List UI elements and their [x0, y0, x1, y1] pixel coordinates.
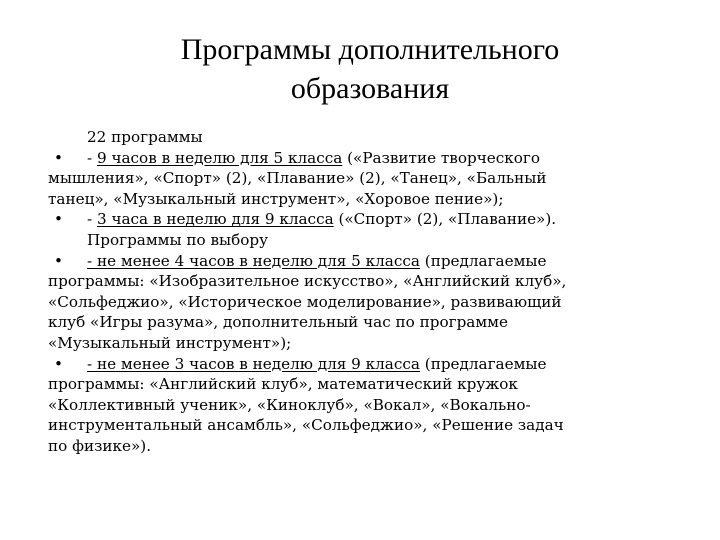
heading-elective-programs: Программы по выбору	[87, 230, 269, 249]
bullet-3-line-2: программы: «Изобразительное искусство», «Английский клуб»,	[48, 272, 567, 291]
bullet-3-line-3: «Сольфеджио», «Историческое моделирование», развивающий	[48, 292, 562, 311]
title-line-2: образования	[290, 72, 450, 105]
bullet-4-underlined: - не менее 3 часов в неделю для 9 класса	[87, 354, 420, 373]
bullet-1-line-2: мышления», «Спорт» (2), «Плавание» (2), «Танец», «Бальный	[48, 169, 547, 188]
bullet-icon: •	[54, 354, 63, 373]
bullet-4-line-4: инструментальный ансамбль», «Сольфеджио», «Решение задач	[48, 416, 564, 435]
bullet-3-line-5: «Музыкальный инструмент»);	[48, 333, 292, 352]
bullet-4-line-5: по физике»).	[48, 436, 152, 455]
heading-22-programs: 22 программы	[87, 128, 203, 146]
bullet-item-4	[48, 354, 668, 375]
bullet-2-rest: («Спорт» (2), «Плавание»).	[333, 210, 557, 229]
bullet-item-2	[48, 209, 668, 230]
bullet-4-rest: (предлагаемые	[419, 354, 547, 373]
bullet-2-underlined: 3 часа в неделю для 9 класса	[96, 210, 334, 229]
slide-title	[80, 30, 660, 108]
slide-body	[48, 127, 668, 457]
bullet-3-underlined: - не менее 4 часов в неделю для 5 класса	[87, 251, 420, 270]
bullet-icon: •	[54, 251, 63, 270]
bullet-icon: •	[54, 148, 63, 167]
bullet-1-rest: («Развитие творческого	[342, 148, 540, 167]
bullet-icon: •	[54, 210, 63, 229]
bullet-3-rest: (предлагаемые	[419, 251, 547, 270]
title-line-1: Программы дополнительного	[180, 33, 560, 66]
bullet-3-line-4: клуб «Игры разума», дополнительный час по программе	[48, 313, 508, 332]
bullet-1-underlined: 9 часов в неделю для 5 класса	[96, 148, 343, 167]
bullet-1-dash: -	[87, 148, 97, 167]
bullet-4-line-3: «Коллективный ученик», «Киноклуб», «Вокал», «Вокально-	[48, 395, 531, 414]
bullet-item-1	[48, 148, 668, 169]
bullet-4-line-2: программы: «Английский клуб», математический кружок	[48, 375, 518, 394]
bullet-1-line-3: танец», «Музыкальный инструмент», «Хоровое пение»);	[48, 189, 504, 208]
bullet-item-3	[48, 251, 668, 272]
bullet-2-dash: -	[87, 210, 97, 229]
